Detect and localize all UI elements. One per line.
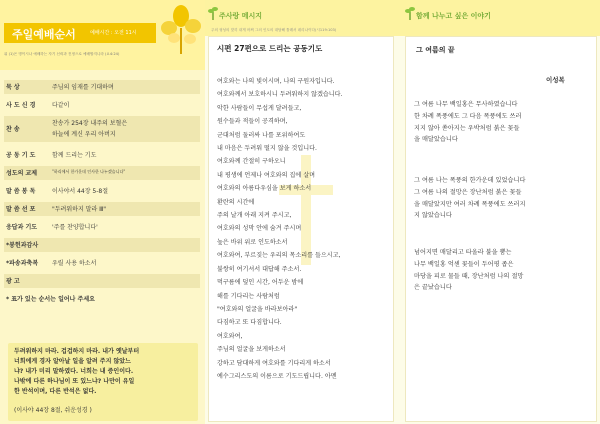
tree-logo-icon: [160, 4, 202, 56]
order-row: 말 씀 봉 독 이사야서 44장 5-8절: [6, 188, 109, 195]
story-title: 그 여름의 끝: [416, 46, 455, 54]
prayer-line: 내 평생에 언제나 여호와의 집에 살며: [217, 171, 315, 179]
prayer-line: 먹구름에 덮인 시간, 어두운 밤에: [217, 279, 304, 287]
section-title: 주사랑 메시지: [219, 12, 263, 20]
prayer-box: [208, 36, 394, 422]
story-paragraph: 그 여름 나는 폭풍의 한가운데 있었습니다 그 여름 나의 절망은 장난처럼 붉은 꽃들 을 매달았지만 여러 차례 폭풍에도 쓰러지 지 않았습니다: [414, 177, 526, 220]
prayer-line: 여호와여,: [217, 332, 243, 340]
verse-line: 나밖에 다른 하나님이 또 있느냐? 나만이 유일: [14, 378, 135, 385]
prayer-line: 주의 날개 아래 지켜 주시고,: [217, 212, 292, 220]
prayer-text: [217, 75, 393, 383]
order-row: 사 도 신 경 다같이: [6, 102, 70, 109]
sprout-icon: [405, 6, 415, 20]
prayer-line: 악한 사람들이 무섭게 달려들고,: [217, 104, 302, 112]
title-banner: [4, 23, 156, 43]
prayer-line: 군대처럼 둘러싸 나를 포위하여도: [217, 131, 306, 139]
story-paragraph: 넘어지면 매달리고 타올라 불을 뿜는 나무 백일홍 억센 꽃들이 두어평 좁은 마당을 피로 물들 때, 장난처럼 나의 절망 은 끝났습니다: [414, 249, 524, 292]
prayer-line: 여호와께 간절히 구하오니: [217, 158, 286, 166]
prayer-line: "여호와의 얼굴을 바라보아라": [217, 305, 298, 313]
worship-header: [0, 0, 205, 70]
message-header: [205, 0, 402, 36]
prayer-line: 여호와여, 부르짖는 우리의 목소리를 들으시고,: [217, 252, 341, 260]
story-author: 이성복: [546, 76, 565, 84]
service-time: 예배시간 : 오전 11시: [90, 30, 137, 36]
order-row: *봉헌과감사: [4, 238, 200, 252]
prayer-line: 원수들과 적들이 공격하며,: [217, 118, 288, 126]
verse-line: 너희에게 경자 알아날 일을 알려 주지 않았느: [14, 358, 131, 365]
order-row: 묵 상 주님의 임재를 기대하며: [4, 80, 200, 94]
prayer-line: 여호와는 나의 빛이시며, 나의 구원자입니다.: [217, 78, 335, 85]
story-panel: [402, 0, 600, 424]
prayer-line: 여호와의 아름다우심을 보게 하소서: [217, 185, 312, 193]
worship-order-panel: [0, 0, 205, 424]
order-row: 공 동 기 도 함께 드리는 기도: [6, 152, 97, 159]
order-note: * 표가 있는 순서는 일어나 주세요: [6, 296, 95, 303]
message-panel: [205, 0, 402, 424]
order-row: 성도의 교제 "하리에서 한가운데 인사한 나누겠습니다": [4, 166, 200, 180]
scripture-box: [8, 343, 198, 421]
prayer-line: 환란의 시간에: [217, 198, 255, 206]
verse-line: 두려워하지 마라. 겁겁하지 마라. 내가 옛날부터: [14, 348, 140, 355]
order-row: 광 고: [4, 274, 200, 288]
verse-line: 한 반석이며, 다른 반석은 없다.: [14, 388, 97, 395]
section-verse: 주의 형성의 맞히 내게 어쩌 그의 인도의 대답해 틀레서 데리나이다(시119:103): [211, 28, 337, 32]
page-title: 주일예배순서: [12, 28, 76, 41]
sprout-icon: [208, 6, 218, 20]
order-row: 찬 송 찬송가 254장 내주의 보혈은 하늘에 계신 우리 아버지: [4, 116, 200, 142]
prayer-line: 여호와께서 보호하시니 두려워하지 않겠습니다.: [217, 91, 343, 99]
story-box: [405, 36, 597, 422]
prayer-line: 강하고 담대하게 여호와를 기다리게 하소서: [217, 359, 331, 367]
prayer-line: 여호와의 성막 안에 숨겨 주시며: [217, 225, 302, 233]
story-paragraph: 그 여름 나무 백일홍은 무사하였습니다 한 차례 폭풍에도 그 다음 폭풍에도 쓰러 지지 않아 쏟아지는 우박처럼 붉은 꽃들 을 매달았습니다: [414, 101, 522, 144]
prayer-line: 높은 바위 위로 인도하소서: [217, 238, 288, 246]
story-header: [402, 0, 600, 36]
verse-line: 냐? 내가 미리 말하였다. 너희는 내 증인이다.: [14, 368, 134, 375]
section-title: 함께 나누고 싶은 이야기: [416, 12, 491, 20]
verse-reference: (이사야 44장 8절, 쉬운성경 ): [14, 407, 92, 414]
header-verse: 위 (1)은 명이시나 예배하는 자기 신뢰과 진정으로 예배할지니라 (요4:24): [4, 52, 120, 56]
prayer-line: 내 마음은 두려워 떨지 않을 것입니다.: [217, 145, 317, 153]
prayer-line: 예수그리스도의 이름으로 기도드립니다. 아멘: [217, 372, 337, 380]
prayer-line: 해를 기다리는 사람처럼: [217, 292, 280, 300]
prayer-line: 불쌍히 여기셔서 대답해 주소서.: [217, 265, 302, 273]
order-row: 응답과 기도 '주를 찬양합니다': [6, 224, 98, 231]
prayer-line: 주님의 얼굴을 보게하소서: [217, 346, 286, 354]
prayer-line: 다짐하고 또 다짐합니다.: [217, 319, 282, 327]
prayer-title: 시편 27편으로 드리는 공동기도: [217, 44, 323, 53]
order-row: *파송과축복 우릴 사용 하소서: [6, 260, 97, 267]
order-row: 말 씀 선 포 "두려워하지 말라 Ⅲ": [4, 202, 200, 216]
